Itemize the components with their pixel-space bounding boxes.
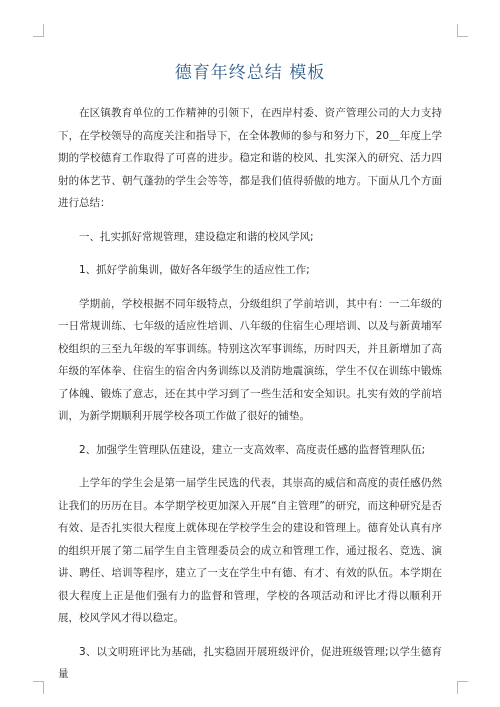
subheading-3: 3、以文明班评比为基础，扎实稳固开展班级评价，促进班级管理;以学生德育量	[58, 645, 442, 680]
subheading-2: 2、加强学生管理队伍建设，建立一支高效率、高度责任感的监督管理队伍;	[79, 443, 426, 456]
crop-mark-bottom-right	[457, 681, 468, 694]
document-title: 德育年终总结 模板	[174, 63, 326, 83]
subheading-1: 1、抓好学前集训，做好各年级学生的适应性工作;	[79, 264, 310, 276]
paragraph-intro: 在区镇教育单位的工作精神的引领下，在西岸村委、资产管理公司的大力支持下，在学校领导的高度关注和指导下，在全体教师的参与和努力下，20＿年度上学期的学校德育工作取得了可喜的进步。稳定和谐的校风、扎实深入的研究、活力四射的体艺节、朝气蓬勃的学生会等等，都是我们值得骄傲的地方。下面从几个方面进行总结：	[58, 107, 442, 209]
paragraph-pre-training: 学期前，学校根据不同年级特点，分级组织了学前培训，其中有：一二年级的一日常规训练、七年级的适应性培训、八年级的住宿生心理培训、以及与新黄埔军校组织的三至九年级的军事训练。特别这次军事训练，历时四天，并且新增加了高年级的军体拳、住宿生的宿舍内务训练以及消防地震演练，学生不仅在训练中锻炼了体魄、锻炼了意志，还在其中学习到了一些生活和安全知识。扎实有效的学前培训，为新学期顺利开展学校各项工作做了很好的铺垫。	[58, 297, 442, 422]
document-body	[58, 102, 442, 697]
paragraph-student-council: 上学年的学生会是第一届学生民选的代表，其崇高的威信和高度的责任感仍然让我们的历历在目。本学期学校更加深入开展“自主管理”的研究，而这种研究是否有效、是否扎实很大程度上就体现在学校学生会的建设和管理上。德育处认真有序的组织开展了第二届学生自主管理委员会的成立和管理工作，通过报名、竞选、演讲、聘任、培训等程序，建立了一支在学生中有德、有才、有效的队伍。本学期在很大程度上正是他们强有力的监督和管理，学校的各项活动和评比才得以顺利开展，校风学风才得以稳定。	[58, 477, 442, 624]
crop-mark-bottom-left	[33, 681, 44, 694]
heading-section-1: 一、扎实抓好常规管理，建设稳定和谐的校风学风;	[79, 230, 314, 243]
crop-mark-top-right	[457, 24, 468, 37]
crop-mark-top-left	[33, 24, 44, 37]
